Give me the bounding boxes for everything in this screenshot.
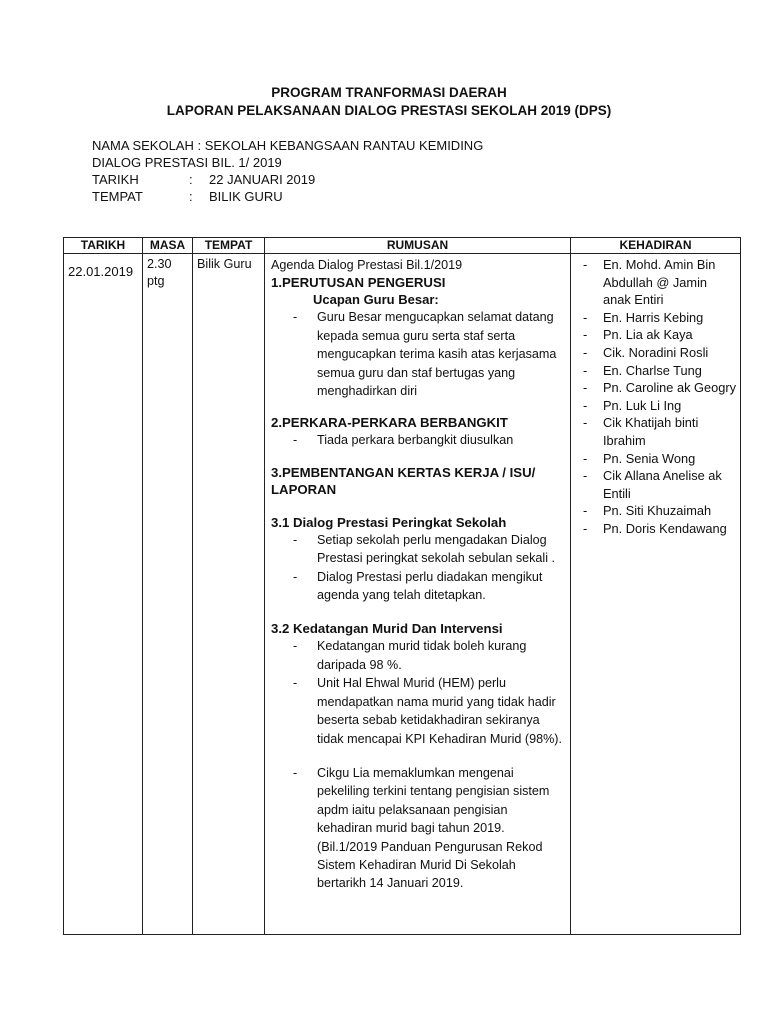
list-item: - En. Charlse Tung <box>581 362 736 380</box>
list-item: - Pn. Doris Kendawang <box>581 520 736 538</box>
report-table <box>63 237 741 935</box>
list-item: - Pn. Caroline ak Geogry <box>581 379 736 397</box>
list-item: - En. Mohd. Amin Bin Abdullah @ Jamin anak Entiri <box>581 256 736 309</box>
list-item: - Unit Hal Ehwal Murid (HEM) perlu mendapatkan nama murid yang tidak hadir beserta sebab ketidakhadiran sekiranya tidak mencapai KPI Kehadiran Murid (98%). <box>271 674 564 748</box>
agenda-line: Agenda Dialog Prestasi Bil.1/2019 <box>271 258 463 272</box>
list-item: - Tiada perkara berbangkit diusulkan <box>271 431 564 449</box>
section-2-list <box>271 431 564 449</box>
section-3-2-title: 3.2 Kedatangan Murid Dan Intervensi <box>271 621 503 637</box>
title-line-1: PROGRAM TRANFORMASI DAERAH <box>271 85 507 100</box>
section-1-title: 1.PERUTUSAN PENGERUSI <box>271 275 446 291</box>
section-3-1-title: 3.1 Dialog Prestasi Peringkat Sekolah <box>271 514 507 530</box>
section-1-subtitle: Ucapan Guru Besar: <box>313 292 439 308</box>
cell-tarikh: 22.01.2019 <box>64 254 143 935</box>
list-item: - Dialog Prestasi perlu diadakan mengikut agenda yang telah ditetapkan. <box>271 568 564 605</box>
title-line-2: LAPORAN PELAKSANAAN DIALOG PRESTASI SEKOLAH 2019 (DPS) <box>166 103 612 118</box>
date-colon: : <box>189 172 193 187</box>
list-item: - Cik. Noradini Rosli <box>581 344 736 362</box>
table-header-row <box>64 238 741 254</box>
header-kehadiran: KEHADIRAN <box>571 238 741 254</box>
section-3-2-list <box>271 637 564 747</box>
meeting-info <box>92 137 483 205</box>
cell-masa: 2.30 ptg <box>143 254 193 935</box>
header-rumusan: RUMUSAN <box>265 238 571 254</box>
cell-tempat: Bilik Guru <box>193 254 265 935</box>
list-item: - Pn. Lia ak Kaya <box>581 326 736 344</box>
section-1-list <box>271 308 564 400</box>
list-item: - Kedatangan murid tidak boleh kurang daripada 98 %. <box>271 637 564 674</box>
place-label: TEMPAT <box>92 189 143 204</box>
list-item: - Guru Besar mengucapkan selamat datang kepada semua guru serta staf serta mengucapkan terima kasih atas kerjasama semua guru dan staf bertugas yang menghadirkan diri <box>271 308 564 400</box>
header-masa: MASA <box>143 238 193 254</box>
section-3-2-list-extra <box>271 764 564 893</box>
date-row <box>92 171 483 188</box>
date-label: TARIKH <box>92 172 139 187</box>
section-3-title: 3.PEMBENTANGAN KERTAS KERJA / ISU/ LAPORAN <box>271 464 536 497</box>
cell-kehadiran <box>571 254 741 935</box>
list-item: - Pn. Siti Khuzaimah <box>581 502 736 520</box>
list-item: - Cik Khatijah binti Ibrahim <box>581 414 736 449</box>
place-colon: : <box>189 189 193 204</box>
place-value: BILIK GURU <box>209 189 283 204</box>
header-tarikh: TARIKH <box>64 238 143 254</box>
place-row <box>92 188 483 205</box>
date-value: 22 JANUARI 2019 <box>209 172 316 187</box>
document-title <box>0 84 768 120</box>
list-item: - En. Harris Kebing <box>581 309 736 327</box>
list-item: - Cik Allana Anelise ak Entili <box>581 467 736 502</box>
cell-rumusan <box>265 254 571 935</box>
list-item: - Cikgu Lia memaklumkan mengenai pekeliling terkini tentang pengisian sistem apdm iaitu pelaksanaan pengisian kehadiran murid bagi tahun 2019. (Bil.1/2019 Panduan Pengurusan Rekod Sistem Kehadiran Murid Di Sekolah bertarikh 14 Januari 2019. <box>271 764 564 893</box>
section-2-title: 2.PERKARA-PERKARA BERBANGKIT <box>271 415 508 431</box>
school-name: NAMA SEKOLAH : SEKOLAH KEBANGSAAN RANTAU KEMIDING <box>92 138 484 153</box>
list-item: - Pn. Luk Li Ing <box>581 397 736 415</box>
list-item: - Pn. Senia Wong <box>581 450 736 468</box>
section-3-1-list <box>271 531 564 605</box>
header-tempat: TEMPAT <box>193 238 265 254</box>
attendance-list <box>581 256 736 538</box>
list-item: - Setiap sekolah perlu mengadakan Dialog Prestasi peringkat sekolah sebulan sekali . <box>271 531 564 568</box>
dialog-number: DIALOG PRESTASI BIL. 1/ 2019 <box>92 155 282 170</box>
table-row <box>64 254 741 935</box>
